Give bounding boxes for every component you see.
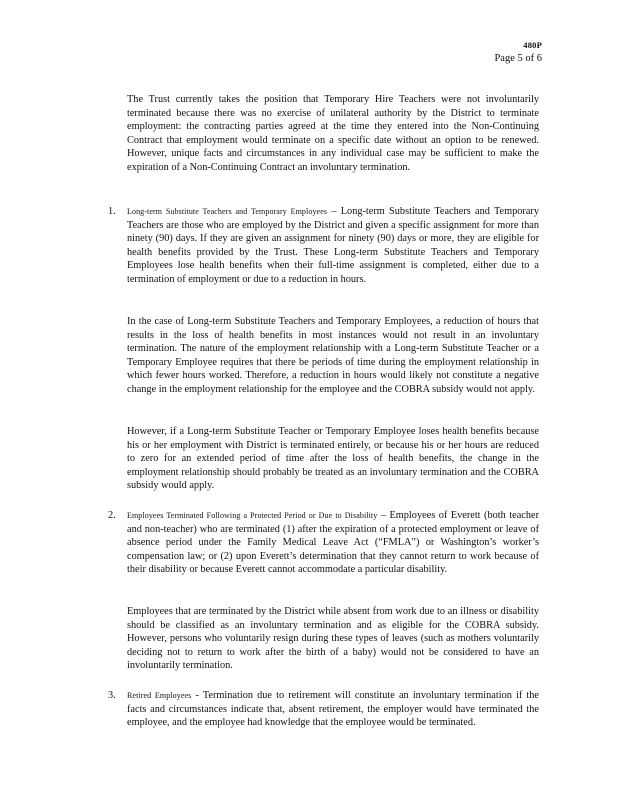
item-2-paragraph-2: Employees that are terminated by the District while absent from work due to an illness or disability should be classified as an involuntary termination and as eligible for the COBRA subsidy. However, persons who voluntarily resign during these types of leaves (such as mothers voluntarily deciding not to return to work after the birth of a baby) would not be considered to have an involuntarily termination. (127, 606, 539, 672)
item-2-number: 2. (108, 510, 116, 521)
document-code: 480P (523, 40, 542, 50)
item-1-paragraph-1-text: – Long-term Substitute Teachers and Temporary Teachers are those who are employed by the District and given a specific assignment for more than ninety (90) days. If they are given an assignment for ninety (90) days or more, they are eligible for health benefits provided by the Trust. These Long-term Substitute Teachers and Temporary Employees lose health benefits when their full-time assignment is completed, either due to a termination of employment or due to a reduction in hours. (127, 206, 539, 285)
item-2-paragraph-1-text: – Employees of Everett (both teacher and non-teacher) who are terminated (1) after the expiration of a protected employment or leave of absence period under the Family Medical Leave Act (“FMLA”) or Washington’s worker’s compensation law; or (2) upon Everett’s determination that they cannot return to work because of their disability or because Everett cannot accommodate a particular disability. (127, 510, 539, 576)
intro-paragraph: The Trust currently takes the position that Temporary Hire Teachers were not involuntarily terminated because there was no exercise of unilateral authority by the District to terminate employment: the contracting parties agreed at the time they entered into the Non-Continuing Contract that employment would terminate on a specific date without an option to be renewed. However, unique facts and circumstances in any individual case may be sufficient to make the expiration of a Non-Continuing Contract an involuntary termination. (127, 94, 539, 173)
item-1-paragraph-2: In the case of Long-term Substitute Teachers and Temporary Employees, a reduction of hours that results in the loss of health benefits in most instances would not result in an involuntary termination. The nature of the employment relationship with a Long-term Substitute Teacher or a Temporary Employee requires that there be periods of time during the employment relationship in which fewer hours worked. Therefore, a reduction in hours would likely not constitute a negative change in the employment relationship for the employee and the COBRA subsidy would not apply. (127, 316, 539, 395)
item-3-number: 3. (108, 690, 116, 701)
item-1-heading: Long-term Substitute Teachers and Temporary Employees (127, 207, 328, 216)
item-3-paragraph-1-text: - Termination due to retirement will constitute an involuntary termination if the facts and circumstances indicate that, absent retirement, the employer would have terminated the employee, and the employee had knowledge that the employee would be terminated. (127, 690, 539, 729)
item-1-paragraph-1 (127, 205, 539, 287)
item-2-paragraph-1 (127, 509, 539, 577)
page-header (494, 38, 542, 66)
item-1-number: 1. (108, 206, 116, 217)
item-3-heading: Retired Employees (127, 691, 192, 700)
item-2-heading: Employees Terminated Following a Protected Period or Due to Disability (127, 511, 378, 520)
page-number: Page 5 of 6 (494, 53, 542, 64)
item-3-paragraph-1 (127, 689, 539, 730)
item-1-paragraph-3: However, if a Long-term Substitute Teacher or Temporary Employee loses health benefits because his or her employment with District is terminated entirely, or because his or her hours are reduced to zero for an extended period of time after the loss of health benefits, the change in the employment relationship should probably be treated as an involuntary termination and the COBRA subsidy would apply. (127, 426, 539, 492)
